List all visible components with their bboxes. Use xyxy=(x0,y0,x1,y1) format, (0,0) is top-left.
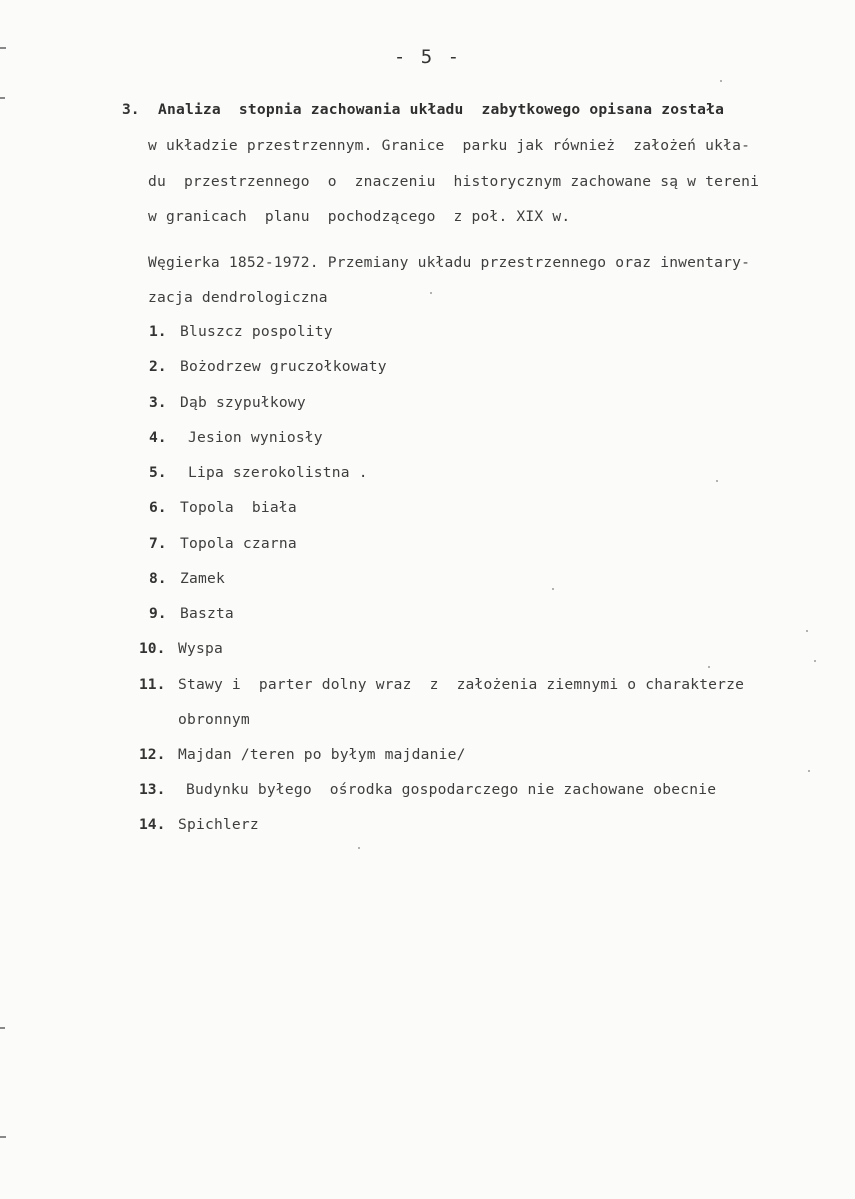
list-item-text: Bożodrzew gruczołkowaty xyxy=(180,358,387,375)
margin-mark xyxy=(0,97,5,99)
scan-speck xyxy=(720,80,722,82)
list-item-text: Stawy i parter dolny wraz z założenia ziemnymi o charakterze xyxy=(178,676,745,693)
list-item-text: Baszta xyxy=(180,605,234,622)
list-item-text: Topola biała xyxy=(180,499,297,516)
heading-line-1: Węgierka 1852-1972. Przemiany układu przestrzennego oraz inwentary- xyxy=(148,254,751,271)
margin-mark xyxy=(0,1027,5,1029)
section-number: 3. xyxy=(122,101,140,118)
section3-line-3: du przestrzennego o znaczeniu historycznym zachowane są w tereni xyxy=(148,173,760,190)
list-item-number: 4. xyxy=(149,429,167,446)
list-item-number: 1. xyxy=(149,323,167,340)
scan-speck xyxy=(708,666,710,668)
scan-speck xyxy=(430,292,432,294)
list-item-text: Topola czarna xyxy=(180,535,297,552)
section3-line-2: w układzie przestrzennym. Granice parku jak również założeń ukła- xyxy=(148,137,751,154)
list-item-text: Spichlerz xyxy=(178,816,259,833)
list-item-number: 10. xyxy=(139,640,166,657)
list-item-text: Majdan /teren po byłym majdanie/ xyxy=(178,746,466,763)
list-item-number: 3. xyxy=(149,394,167,411)
scan-speck xyxy=(358,847,360,849)
list-item-text: Zamek xyxy=(180,570,225,587)
list-item-number: 8. xyxy=(149,570,167,587)
list-item-number: 12. xyxy=(139,746,166,763)
margin-mark xyxy=(0,1136,6,1138)
scan-speck xyxy=(716,480,718,482)
list-item-text: Wyspa xyxy=(178,640,223,657)
scan-speck xyxy=(552,588,554,590)
scan-speck xyxy=(808,770,810,772)
list-item-text: Lipa szerokolistna . xyxy=(188,464,368,481)
list-item-number: 13. xyxy=(139,781,166,798)
list-item-number: 7. xyxy=(149,535,167,552)
list-item-number: 9. xyxy=(149,605,167,622)
list-item-text: Jesion wyniosły xyxy=(188,429,323,446)
scan-speck xyxy=(814,660,816,662)
list-item-number: 11. xyxy=(139,676,166,693)
list-item-continuation: obronnym xyxy=(178,711,250,728)
list-item-number: 2. xyxy=(149,358,167,375)
list-item-number: 5. xyxy=(149,464,167,481)
heading-line-2: zacja dendrologiczna xyxy=(148,289,328,306)
page-number: - 5 - xyxy=(393,46,462,68)
section3-line-4: w granicach planu pochodzącego z poł. XIX w. xyxy=(148,208,571,225)
list-item-text: Dąb szypułkowy xyxy=(180,394,306,411)
list-item-text: Budynku byłego ośrodka gospodarczego nie zachowane obecnie xyxy=(186,781,717,798)
list-item-number: 6. xyxy=(149,499,167,516)
list-item-text: Bluszcz pospolity xyxy=(180,323,333,340)
scan-speck xyxy=(806,630,808,632)
list-item-number: 14. xyxy=(139,816,166,833)
section3-line-1: Analiza stopnia zachowania układu zabytkowego opisana została xyxy=(158,101,725,118)
